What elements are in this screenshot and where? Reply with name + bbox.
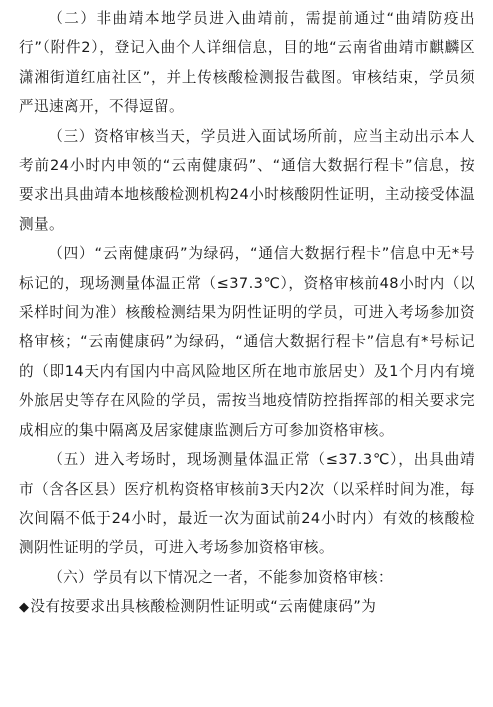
bullet-item-text: 没有按要求出具核酸检测阴性证明或“云南健康码”为 (30, 598, 377, 616)
paragraph-5: （五）进入考场时，现场测量体温正常（≤37.3℃），出具曲靖市（含各区县）医疗机构资格审核前3天内2次（以采样时间为准，每次间隔不低于24小时，最近一次为面试前24小时内）有效的核酸检测阴性证明的学员，可进入考场参加资格审核。 (19, 451, 475, 557)
paragraph-6: （六）学员有以下情况之一者，不能参加资格审核： (48, 568, 394, 586)
paragraph-4: （四）“云南健康码”为绿码，“通信大数据行程卡”信息中无*号标记的，现场测量体温正常（≤37.3℃），资格审核前48小时内（以采样时间为准）核酸检测结果为阴性证明的学员，可进入考场参加资格审核；“云南健康码”为绿码，“通信大数据行程卡”信息有*号标记的（即14天内有国内中高风险地区所在地市旅居史）及1个月内有境外旅居史等存在风险的学员，需按当地疫情防控指挥部的相关要求完成相应的集中隔离及居家健康监测后方可参加资格审核。 (19, 245, 475, 439)
paragraph-3: （三）资格审核当天，学员进入面试场所前，应当主动出示本人考前24小时内申领的“云南健康码”、“通信大数据行程卡”信息，按要求出具曲靖本地核酸检测机构24小时核酸阴性证明，主动接受体温测量。 (19, 127, 475, 233)
bullet-item (19, 592, 475, 622)
paragraph-2: （二）非曲靖本地学员进入曲靖前，需提前通过“曲靖防疫出行”（附件2），登记入曲个人详细信息，目的地“云南省曲靖市麒麟区潇湘街道红庙社区”，并上传核酸检测报告截图。审核结束，学员须严迅速离开，不得逗留。 (19, 10, 475, 116)
document-body (19, 4, 475, 623)
diamond-bullet-icon: ◆ (19, 600, 30, 616)
